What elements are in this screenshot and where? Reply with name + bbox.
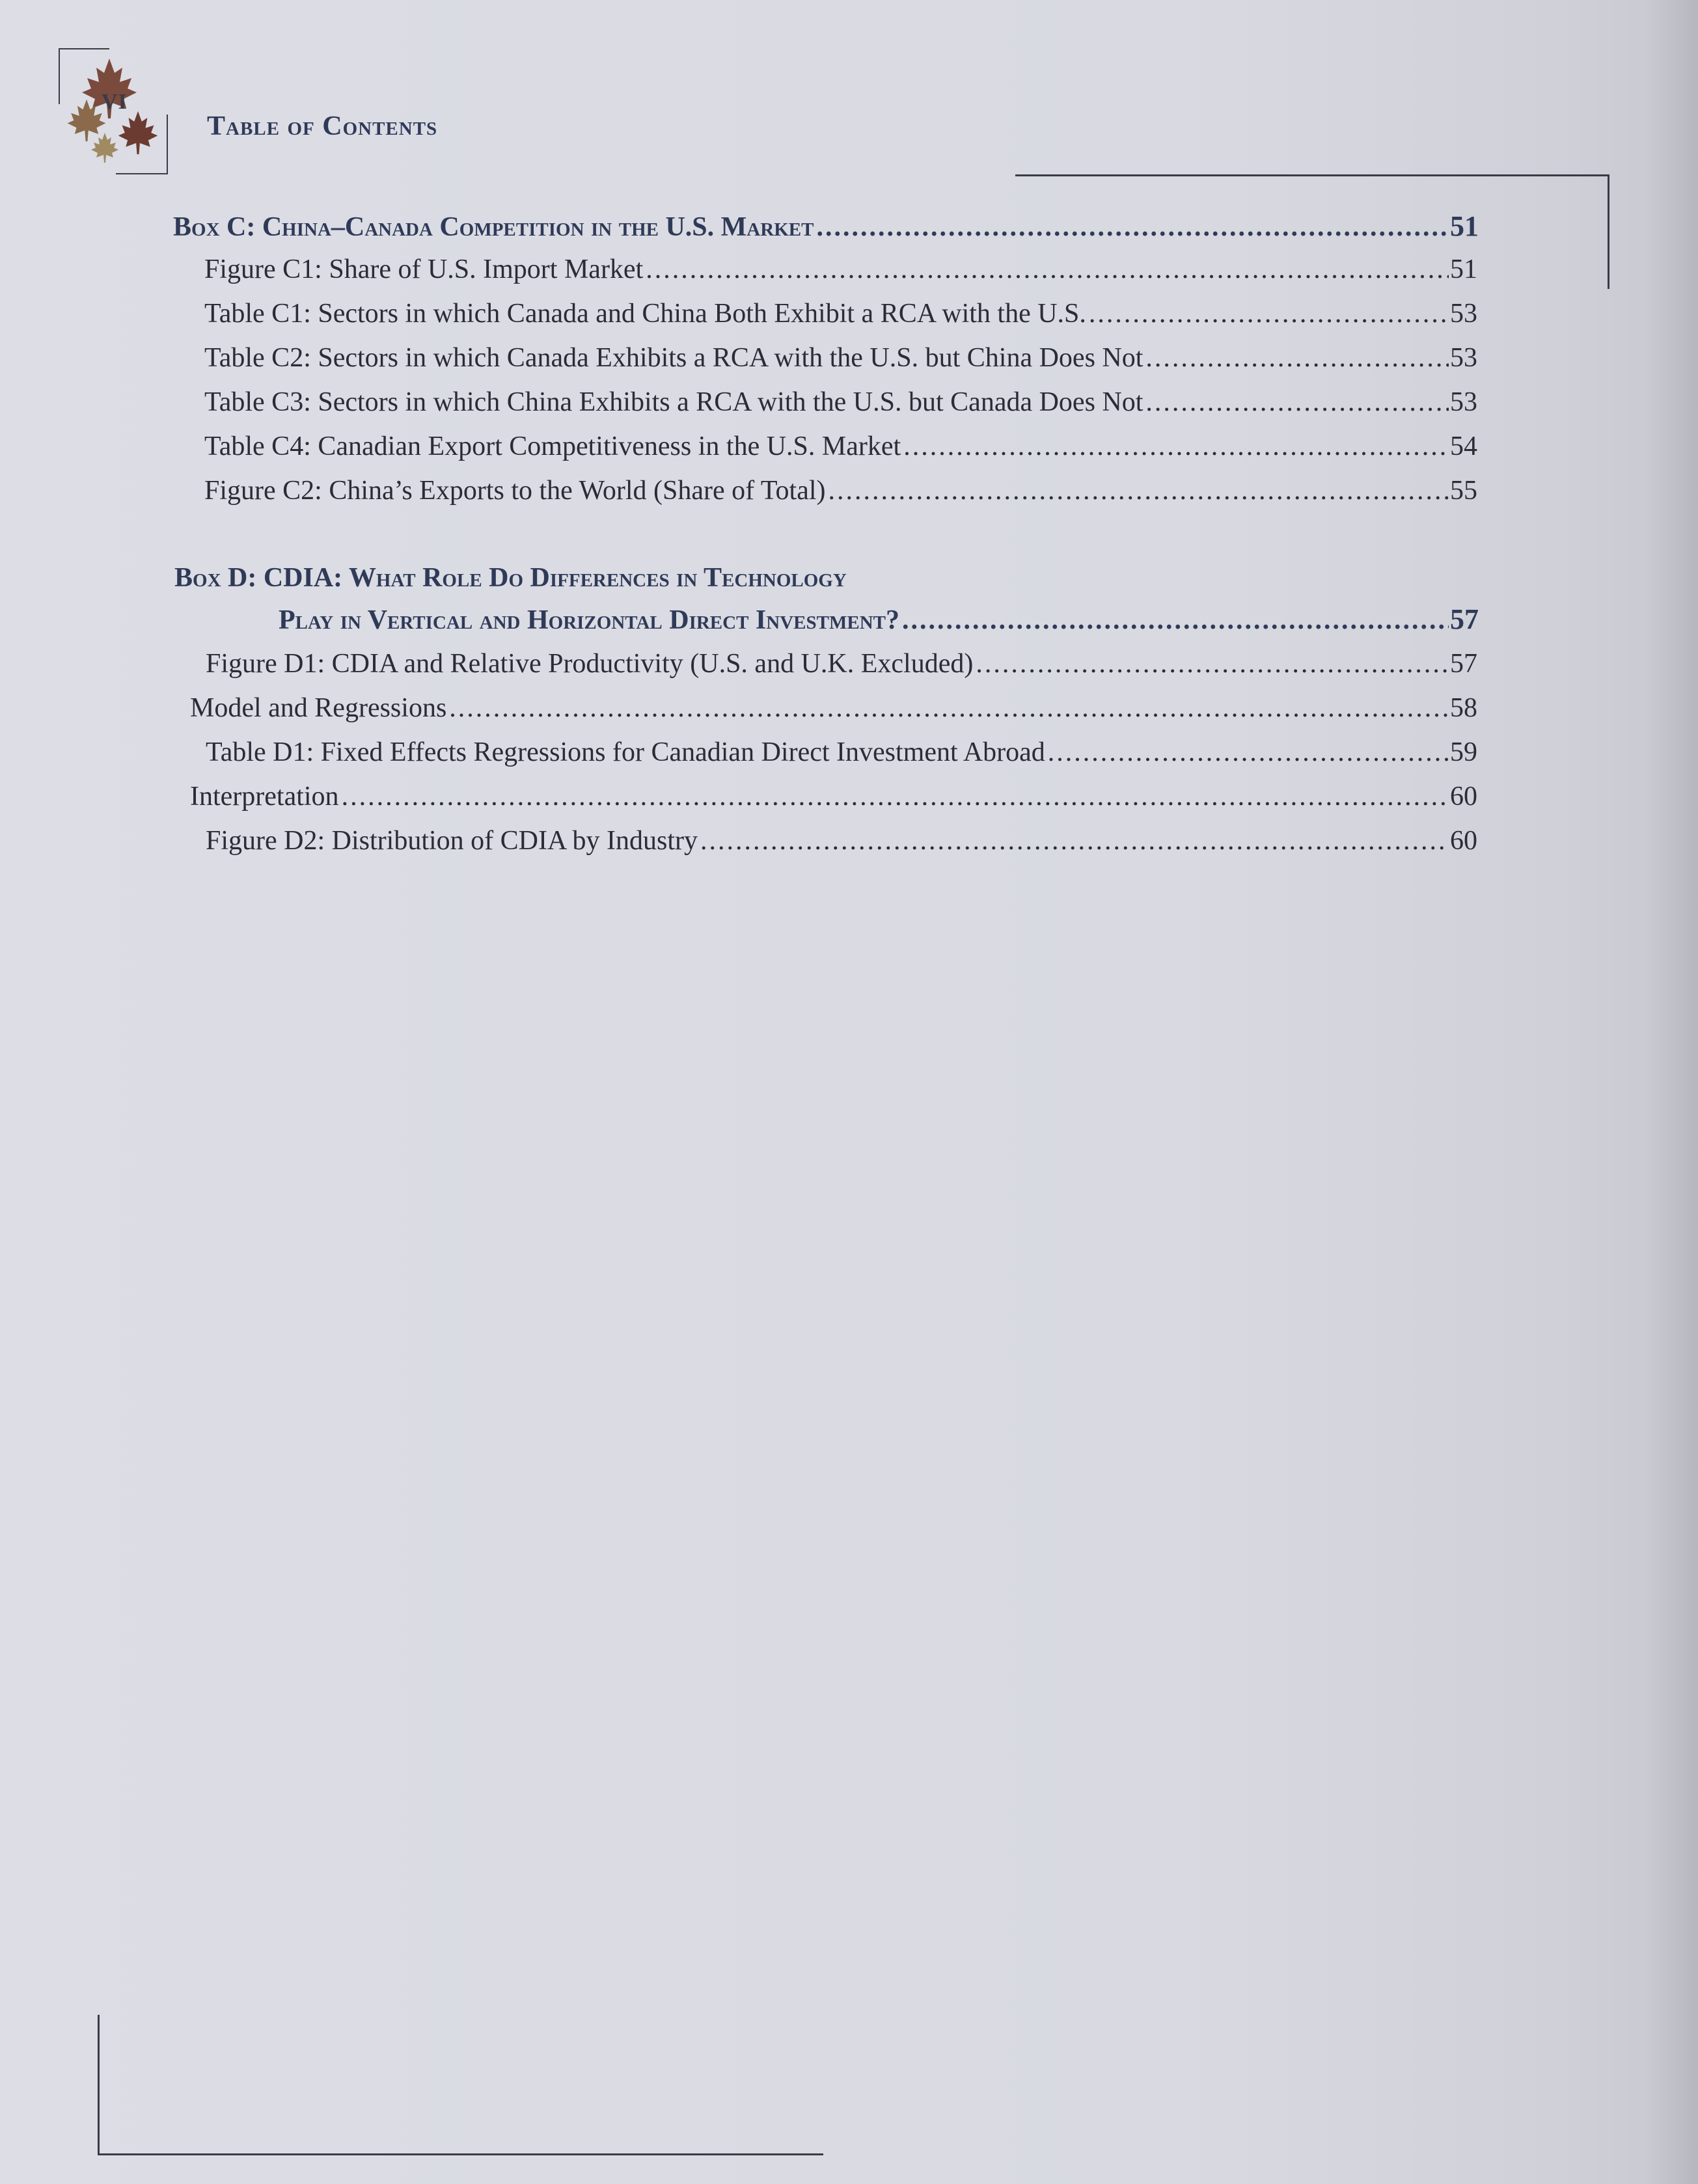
- toc-heading-label: Box C: China–Canada Competition in the U.S. Market: [173, 212, 814, 242]
- dot-leader: [700, 825, 1449, 856]
- toc-entry[interactable]: [206, 648, 1477, 679]
- toc-page-number: 51: [1450, 210, 1479, 242]
- toc-entry-label: Table C2: Sectors in which Canada Exhibits a RCA with the U.S. but China Does Not: [204, 343, 1143, 373]
- dot-leader: [976, 648, 1449, 679]
- toc-page-number: 53: [1450, 343, 1477, 373]
- toc-entry-label: Figure C1: Share of U.S. Import Market: [204, 254, 644, 284]
- toc-page-number: 53: [1450, 387, 1477, 417]
- toc-entry[interactable]: [206, 737, 1477, 768]
- emblem-bracket-top: [59, 48, 109, 49]
- toc-page-number: 58: [1450, 693, 1477, 723]
- dot-leader: [902, 605, 1449, 636]
- toc-page-number: 55: [1450, 476, 1477, 506]
- dot-leader: [449, 692, 1449, 724]
- toc-entry[interactable]: [204, 475, 1477, 506]
- page-number: VI: [102, 90, 128, 114]
- toc-entry-label: Figure D1: CDIA and Relative Productivity (U.S. and U.K. Excluded): [206, 649, 974, 679]
- emblem-bracket-bottom: [116, 173, 168, 174]
- toc-entry-label: Figure D2: Distribution of CDIA by Industry: [206, 826, 698, 856]
- emblem-bracket-left: [59, 48, 60, 104]
- toc-entry[interactable]: [204, 387, 1477, 418]
- toc-entry[interactable]: [190, 692, 1477, 724]
- toc-heading-box-c[interactable]: [173, 210, 1479, 243]
- maple-leaf-icon-small: [89, 131, 121, 164]
- toc-page-number: 57: [1450, 649, 1477, 679]
- dot-leader: [342, 781, 1449, 812]
- toc-entry[interactable]: [206, 825, 1477, 856]
- toc-page-number: 60: [1450, 826, 1477, 856]
- dot-leader: [903, 431, 1449, 462]
- toc-heading-box-d[interactable]: [279, 603, 1479, 636]
- toc-entry-label: Table D1: Fixed Effects Regressions for Canadian Direct Investment Abroad: [206, 737, 1045, 767]
- toc-page-number: 57: [1450, 603, 1479, 635]
- binding-shadow: [1646, 0, 1698, 2184]
- toc-entry-label: Interpretation: [190, 782, 339, 812]
- toc-entry[interactable]: [204, 298, 1477, 329]
- maple-leaf-icon-right: [115, 109, 161, 156]
- dot-leader: [1145, 387, 1449, 418]
- toc-page-number: 60: [1450, 782, 1477, 812]
- toc-entry[interactable]: [204, 342, 1477, 374]
- running-head: Table of Contents: [207, 111, 438, 141]
- dot-leader: [1089, 298, 1449, 329]
- toc-page-number: 54: [1450, 431, 1477, 461]
- toc-entry-label: Table C4: Canadian Export Competitiveness in the U.S. Market: [204, 431, 901, 461]
- dot-leader: [1048, 737, 1449, 768]
- toc-entry-label: Table C1: Sectors in which Canada and China Both Exhibit a RCA with the U.S.: [204, 299, 1086, 329]
- dot-leader: [1145, 342, 1449, 374]
- toc-heading-box-d-line1[interactable]: Box D: CDIA: What Role Do Differences in Technology: [174, 563, 847, 593]
- decorative-rule-top-vertical: [1608, 174, 1609, 289]
- toc-page-number: 51: [1450, 254, 1477, 284]
- decorative-rule-bottom-vertical: [98, 2015, 100, 2155]
- toc-entry[interactable]: [190, 781, 1477, 812]
- toc-heading-label: Play in Vertical and Horizontal Direct Investment?: [279, 605, 899, 635]
- dot-leader: [646, 254, 1449, 285]
- decorative-rule-top: [1015, 174, 1609, 176]
- toc-page-number: 59: [1450, 737, 1477, 767]
- toc-entry[interactable]: [204, 431, 1477, 462]
- dot-leader: [816, 212, 1449, 243]
- dot-leader: [828, 475, 1449, 506]
- decorative-rule-bottom: [98, 2153, 823, 2155]
- toc-entry[interactable]: [204, 254, 1477, 285]
- toc-page-number: 53: [1450, 299, 1477, 329]
- toc-entry-label: Model and Regressions: [190, 693, 447, 723]
- emblem-bracket-right: [167, 115, 168, 174]
- toc-entry-label: Table C3: Sectors in which China Exhibits a RCA with the U.S. but Canada Does Not: [204, 387, 1143, 417]
- toc-entry-label: Figure C2: China’s Exports to the World (Share of Total): [204, 476, 826, 506]
